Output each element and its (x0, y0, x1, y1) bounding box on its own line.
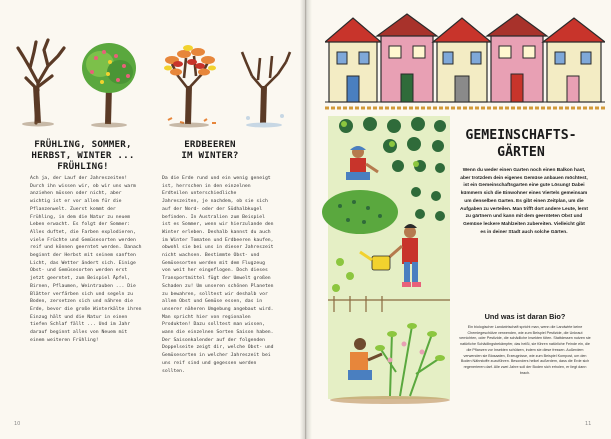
autumn-tree-icon (164, 45, 216, 128)
title-line-2: GÄRTEN (497, 145, 545, 160)
house-icon (377, 14, 437, 102)
page-number-right: 11 (585, 421, 592, 427)
winter-tree-icon (242, 52, 290, 128)
house-icon (487, 14, 547, 102)
heading-strawberries-line-1: ERDBEEREN (184, 139, 236, 150)
community-gardens-text: Wenn du weder einen Garten noch einen Balkon hast, aber trotzdem dein eigenes Gemüse anbauen möchtest, ist ein Gemeinschaftsgarten eine gute Lösung! Dabei kümmern sich die Einwohner eines Viertels gemeinsam um denselben Garten. Es gibt einen Zeitplan, um die Aufgaben zu verteilen. Man trifft dort andere Leute, lernt zu gärtnern und kann mit dem geernteten Obst und Gemüse leckere Mahlzeiten zubereiten. Vielleicht gibt es in deiner Stadt auch solche Gärten. (460, 168, 588, 235)
four-seasons-trees-illustration (8, 28, 298, 128)
page-number-left: 10 (14, 421, 21, 427)
house-icon (433, 18, 491, 102)
heading-seasons-line-2: HERBST, WINTER ... (31, 150, 135, 161)
bare-tree-icon (18, 40, 64, 127)
bio-text: Ein biologischer Landwirtschaft spricht man, wenn die Landwirte keine Chemiegeschütze verwenden, wie zum Beispiel Pestizide, die Unkraut vernichten, oder Pestizide, die schädliche Insekten töten. Stattdessen nutzen sie natürliche Schädlingsbekämpfer, das heißt, sie führen natürliche Feinde ein, die die Pflanzen vor Insekten schützen, indem sie diese fressen. Außerdem verwenden sie Biosaaten, Erzeugnisse, wie zum Beispiel Kompost, um den Boden Nährstoffe zuzuführen. Besonders heikel außerdem, dass die Erde sich regenerieren darf. Alle zwei Jahre soll der Boden sich erholen, er liegt dann brach. (459, 325, 591, 375)
heading-seasons-line-3: FRÜHLING! (57, 161, 109, 172)
seasons-text: Ach ja, der Lauf der Jahreszeiten! Durch ihn wissen wir, ob wir uns warm anziehen müssen oder nicht, aber wichtig ist er vor allem für die Pflanzenwelt. Zuerst kommt der Frühling, in dem die Natur zu neuem Leben erwacht. Es folgt der Sommer: Alles duftet, die Farben explodieren, viele Früchte und Gemüsesorten werden reif und können geerntet werden. Danach beginnt der Herbst mit seinem sanften Licht, das Wetter ändert sich. Einige Obst- und Gemüsesorten werden erst jetzt geerntet, zum Beispiel Äpfel, Birnen, Pflaumen, Weintrauben ... Die Blätter verfärben sich und segeln zu Boden, zersetzen sich und nähren die Erde, bevor die große Winterkälte ihren Einzug hält und die Natur in einen tiefen Schlaf fällt ... Und im Jahr darauf beginnt alles von Neuem mit einem weiteren Frühling! (30, 176, 142, 343)
heading-seasons (28, 139, 138, 172)
strawberries-text: Da die Erde rund und ein wenig geneigt ist, herrschen in den einzelnen Erdteilen unterschiedliche Jahreszeiten, je nachdem, ob sie sich auf der Nord- oder der Südhalbkugel befinden. In Australien zum Beispiel ist es Sommer, wenn wir hierzulande den Winter erleben. Deshalb kannst du auch im Winter Tomaten und Erdbeeren kaufen, obwohl sie bei uns in dieser Jahreszeit nicht wachsen. Bestimmte Obst- und Gemüsesorten werden mit dem Flugzeug von weit her eingeflogen. Doch dieses Transportmittel fügt der Umwelt großen Schaden zu! Um unseren schönen Planeten zu bewahren, solltest wir deshalb vor allem Obst und Gemüse essen, das in unserer näheren Umgebung angebaut wird. Man spricht hier von regionalen Produkten! Dazu solltest man wissen, wann die einzelnen Sorten Saison haben. Der Saisonkalender auf der folgenden Doppelseite zeigt dir, welche Obst- und Gemüsesorten in welcher Jahreszeit bei uns reif sind und gegessen werden sollten. (162, 176, 274, 374)
vegetable-patch-icon (322, 190, 398, 234)
heading-seasons-line-1: FRÜHLING, SOMMER, (34, 139, 132, 150)
community-garden-illustration (320, 112, 455, 407)
house-icon (543, 18, 605, 102)
book-gutter (300, 0, 312, 439)
bio-subheading: Und was ist daran Bio? (484, 312, 566, 321)
title-line-1: GEMEINSCHAFTS- (465, 128, 577, 143)
blooming-tree-icon (82, 43, 136, 128)
heading-strawberries-line-2: IM WINTER? (181, 150, 239, 161)
row-houses-illustration (325, 12, 605, 112)
heading-strawberries (160, 139, 260, 161)
house-icon (325, 18, 381, 102)
community-gardens-title (451, 127, 591, 161)
